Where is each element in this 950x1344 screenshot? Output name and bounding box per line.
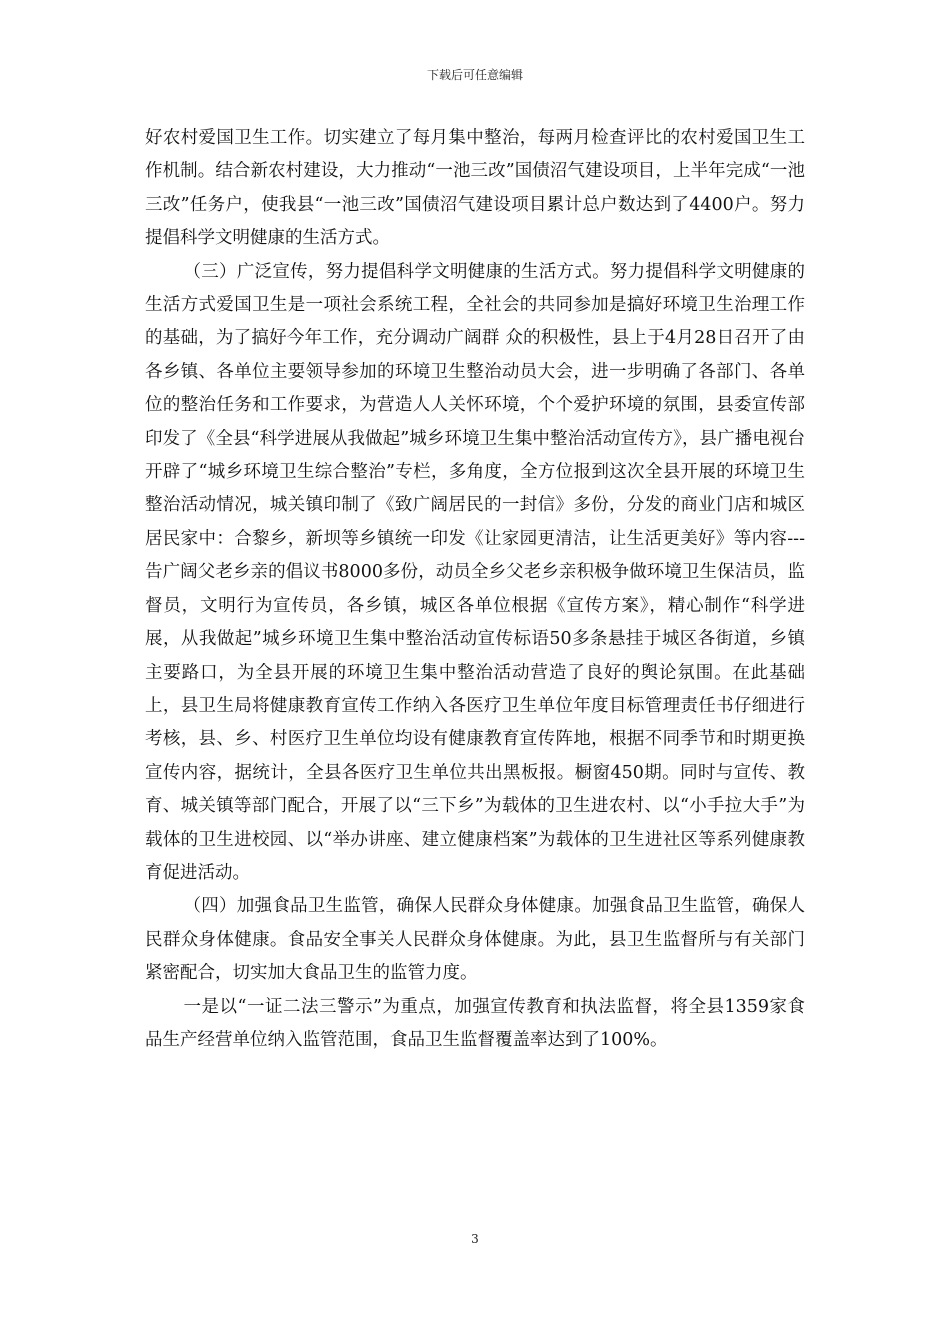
document-body — [145, 122, 805, 1057]
page-header: 下载后可任意编辑 — [426, 68, 523, 82]
paragraph-section-three: （三）广泛宣传，努力提倡科学文明健康的生活方式。努力提倡科学文明健康的生活方式爱国卫生是一项社会系统工程，全社会的共同参加是搞好环境卫生治理工作的基础，为了搞好今年工作，充分调动广阔群 众的积极性，县上于4月28日召开了由各乡镇、各单位主要领导参加的环境卫生整治动员大会，进一步明确了各部门、各单位的整治任务和工作要求，为营造人人关怀环境，个个爱护环境的氛围，县委宣传部印发了《全县“科学进展从我做起”城乡环境卫生集中整治活动宣传方》，县广播电视台开辟了“城乡环境卫生综合整治”专栏，多角度，全方位报到这次全县开展的环境卫生整治活动情况，城关镇印制了《致广阔居民的一封信》多份，分发的商业门店和城区居民家中：合黎乡，新坝等乡镇统一印发《让家园更清洁，让生活更美好》等内容---告广阔父老乡亲的倡议书8000多份，动员全乡父老乡亲积极争做环境卫生保洁员，监督员，文明行为宣传员，各乡镇，城区各单位根据《宣传方案》，精心制作“科学进展，从我做起”城乡环境卫生集中整治活动宣传标语50多条悬挂于城区各街道，乡镇主要路口，为全县开展的环境卫生集中整治活动营造了良好的舆论氛围。在此基础上，县卫生局将健康教育宣传工作纳入各医疗卫生单位年度目标管理责任书仔细进行考核，县、乡、村医疗卫生单位均设有健康教育宣传阵地，根据不同季节和时期更换宣传内容，据统计，全县各医疗卫生单位共出黑板报。橱窗450期。同时与宣传、教育、城关镇等部门配合，开展了以“三下乡”为载体的卫生进农村、以“小手拉大手”为载体的卫生进校园、以“举办讲座、建立健康档案”为载体的卫生进社区等系列健康教育促进活动。 — [145, 261, 805, 883]
paragraph-section-four: （四）加强食品卫生监管，确保人民群众身体健康。加强食品卫生监管，确保人民群众身体健康。食品安全事关人民群众身体健康。为此，县卫生监督所与有关部门紧密配合，切实加大食品卫生的监管力度。 — [145, 896, 805, 984]
paragraph-continuation: 好农村爱国卫生工作。切实建立了每月集中整治，每两月检查评比的农村爱国卫生工作机制。结合新农村建设，大力推动“一池三改”国债沼气建设项目，上半年完成“一池三改”任务户，使我县“一池三改”国债沼气建设项目累计总户数达到了4400户。努力提倡科学文明健康的生活方式。 — [145, 128, 805, 249]
paragraph-point-one: 一是以“一证二法三警示”为重点，加强宣传教育和执法监督，将全县1359家食品生产经营单位纳入监管范围，食品卫生监督覆盖率达到了100%。 — [145, 996, 805, 1050]
page-number: 3 — [471, 1232, 479, 1246]
